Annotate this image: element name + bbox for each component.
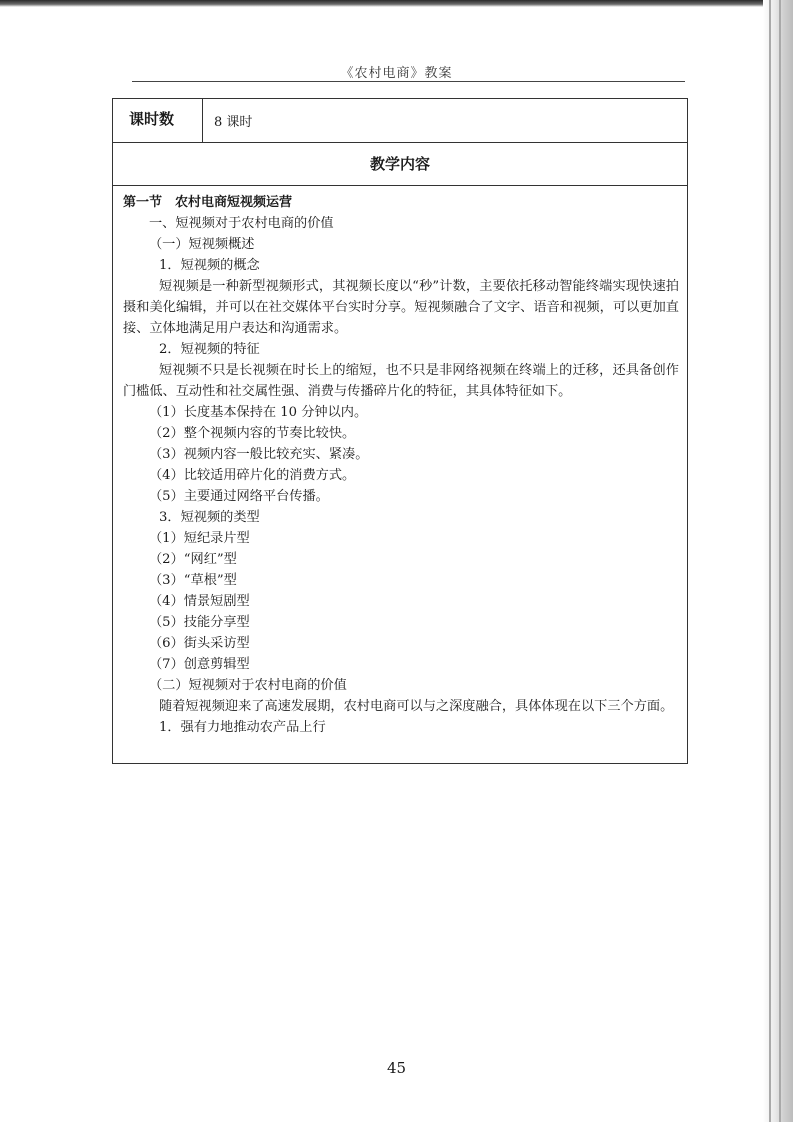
type-item: （7）创意剪辑型 [149,657,250,672]
type-item: （4）情景短剧型 [149,594,250,609]
section-title: 第一节 农村电商短视频运营 [123,195,293,210]
type-item: （3）“草根”型 [149,573,237,588]
feature-item: （1）长度基本保持在 10 分钟以内。 [149,405,368,420]
type-item: （1）短纪录片型 [149,531,250,546]
sub2-paragraph: 随着短视频迎来了高速发展期，农村电商可以与之深度融合，具体体现在以下三个方面。 [159,699,674,714]
content-body [113,186,687,738]
feature-item: （4）比较适用碎片化的消费方式。 [149,468,356,483]
item2-paragraph: 短视频不只是长视频在时长上的缩短，也不只是非网络视频在终端上的迁移，还具备创作门槛低、互动性和社交属性强、消费与传播碎片化的特征，其具体特征如下。 [123,363,679,399]
sub2-title: （二）短视频对于农村电商的价值 [149,678,347,693]
header-rule [132,81,685,82]
scan-edge-top [0,0,793,7]
item1-title: 1．短视频的概念 [159,258,260,273]
feature-item: （3）视频内容一般比较充实、紧凑。 [149,447,369,462]
feature-item: （5）主要通过网络平台传播。 [149,489,329,504]
hours-value: 8 课时 [214,115,253,130]
feature-item: （2）整个视频内容的节奏比较快。 [149,426,356,441]
hours-label: 课时数 [113,99,203,142]
type-item: （5）技能分享型 [149,615,250,630]
item1-paragraph: 短视频是一种新型视频形式，其视频长度以“秒”计数，主要依托移动智能终端实现快速拍摄和美化编辑，并可以在社交媒体平台实时分享。短视频融合了文字、语音和视频，可以更加直接、立体地满足用户表达和沟通需求。 [123,279,679,336]
item3-title: 3．短视频的类型 [159,510,260,525]
page-header-title: 《农村电商》教案 [340,66,453,81]
scan-edge-right [763,0,793,1122]
hours-row [113,99,687,143]
item2-title: 2．短视频的特征 [159,342,260,357]
type-item: （2）“网红”型 [149,552,237,567]
sub1-title: （一）短视频概述 [149,237,255,252]
type-item: （6）街头采访型 [149,636,250,651]
page-number: 45 [386,1059,407,1077]
lesson-plan-table [112,98,688,764]
part1-title: 一、短视频对于农村电商的价值 [149,216,334,231]
sub2-item1-title: 1．强有力地推动农产品上行 [159,720,326,735]
content-title: 教学内容 [113,143,687,186]
